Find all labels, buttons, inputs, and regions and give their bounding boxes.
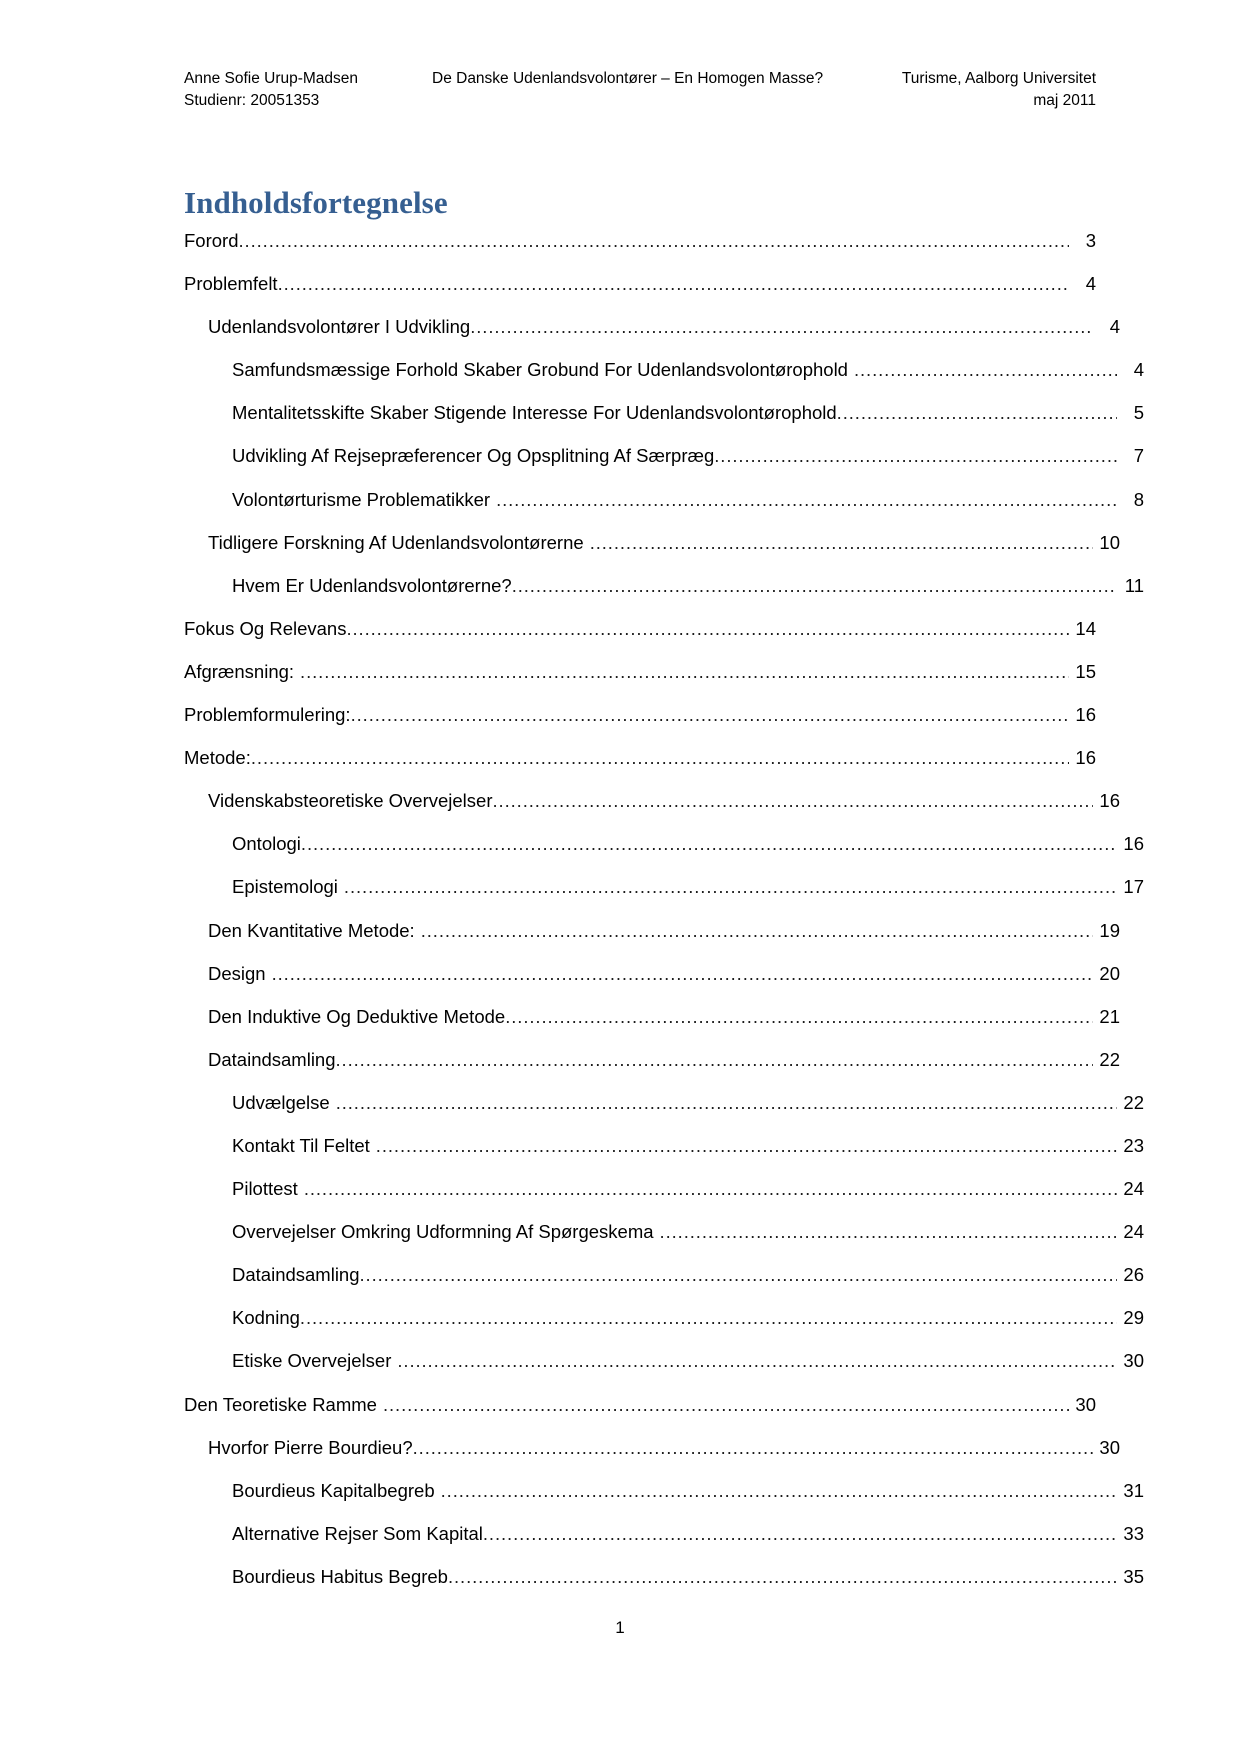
toc-entry[interactable]	[184, 792, 1120, 835]
toc-entry-label: Problemfelt	[184, 275, 278, 295]
toc-entry-label: Tidligere Forskning Af Udenlandsvolontørerne	[208, 533, 584, 553]
toc-entry[interactable]	[184, 922, 1120, 965]
toc-entry[interactable]	[184, 1439, 1120, 1482]
toc-entry-page-number: 30	[1075, 1395, 1096, 1415]
toc-entry-page-number: 14	[1075, 619, 1096, 639]
toc-entry-label: Bourdieus Kapitalbegreb	[232, 1481, 435, 1501]
toc-dot-leader	[590, 534, 1093, 553]
toc-entry-page-number: 22	[1123, 1093, 1144, 1113]
toc-entry-label: Volontørturisme Problematikker	[232, 490, 491, 510]
toc-entry[interactable]	[184, 1094, 1144, 1137]
toc-entry-page-number: 7	[1133, 447, 1144, 467]
toc-entry[interactable]	[184, 1266, 1144, 1309]
toc-entry-page-number: 11	[1124, 576, 1144, 596]
toc-entry-label: Pilottest	[232, 1180, 298, 1200]
toc-entry[interactable]	[184, 1525, 1144, 1568]
toc-entry-label: Alternative Rejser Som Kapital	[232, 1524, 483, 1544]
toc-entry-label: Mentalitetsskifte Skaber Stigende Interesse For Udenlandsvolontørophold	[232, 404, 837, 424]
header-student-number: Studienr: 20051353	[184, 92, 320, 110]
toc-entry-label: Den Teoretiske Ramme	[184, 1395, 377, 1415]
toc-dot-leader	[505, 1008, 1093, 1027]
toc-dot-leader	[300, 663, 1069, 682]
toc-entry[interactable]	[184, 878, 1144, 921]
toc-dot-leader	[470, 318, 1093, 337]
toc-entry[interactable]	[184, 1051, 1120, 1094]
toc-entry-label: Hvorfor Pierre Bourdieu?	[208, 1438, 413, 1458]
header-date: maj 2011	[1033, 92, 1096, 110]
running-header-line-2	[184, 90, 1096, 112]
toc-entry-page-number: 4	[1133, 361, 1144, 381]
toc-dot-leader	[714, 447, 1117, 466]
toc-entry[interactable]	[184, 491, 1144, 534]
toc-entry-page-number: 16	[1075, 749, 1096, 769]
toc-dot-leader	[351, 706, 1069, 725]
header-author: Anne Sofie Urup-Madsen	[184, 70, 359, 87]
toc-entry-label: Dataindsamling	[232, 1266, 360, 1286]
toc-entry-label: Problemformulering:	[184, 706, 351, 726]
toc-entry-label: Hvem Er Udenlandsvolontørerne?	[232, 576, 512, 596]
toc-entry-label: Bourdieus Habitus Begreb	[232, 1567, 448, 1587]
toc-entry[interactable]	[184, 1223, 1144, 1266]
toc-entry[interactable]	[184, 1568, 1144, 1611]
toc-dot-leader	[493, 792, 1094, 811]
toc-entry[interactable]	[184, 1396, 1096, 1439]
toc-entry[interactable]	[184, 404, 1144, 447]
toc-dot-leader	[397, 1352, 1117, 1371]
toc-dot-leader	[376, 1137, 1117, 1156]
toc-entry-label: Design	[208, 964, 266, 984]
page-footer: 1	[615, 1618, 625, 1637]
toc-dot-leader	[344, 878, 1117, 897]
toc-dot-leader	[441, 1482, 1117, 1501]
toc-entry-label: Ontologi	[232, 835, 301, 855]
toc-entry-label: Udvikling Af Rejsepræferencer Og Opsplitning Af Særpræg	[232, 447, 715, 467]
running-header-line-1	[184, 68, 1096, 90]
toc-dot-leader	[301, 835, 1117, 854]
toc-entry-label: Den Induktive Og Deduktive Metode	[208, 1007, 506, 1027]
toc-entry-page-number: 16	[1123, 835, 1144, 855]
toc-entry-page-number: 8	[1133, 490, 1144, 510]
toc-entry-page-number: 20	[1099, 964, 1120, 984]
toc-dot-leader	[346, 620, 1069, 639]
toc-entry-page-number: 16	[1099, 792, 1120, 812]
toc-dot-leader	[421, 922, 1093, 941]
toc-entry[interactable]	[184, 1309, 1144, 1352]
toc-entry-page-number: 31	[1123, 1481, 1144, 1501]
toc-dot-leader	[239, 232, 1070, 251]
toc-entry-page-number: 16	[1075, 706, 1096, 726]
toc-dot-leader	[483, 1525, 1117, 1544]
toc-entry[interactable]	[184, 835, 1144, 878]
toc-entry-label: Videnskabsteoretiske Overvejelser	[208, 792, 493, 812]
toc-entry-page-number: 24	[1123, 1223, 1144, 1243]
toc-entry[interactable]	[184, 1482, 1144, 1525]
toc-entry[interactable]	[184, 620, 1096, 663]
toc-entry-label: Udvælgelse	[232, 1093, 330, 1113]
toc-entry[interactable]	[184, 663, 1096, 706]
toc-entry-page-number: 19	[1099, 921, 1120, 941]
toc-entry[interactable]	[184, 275, 1096, 318]
toc-entry-page-number: 4	[1109, 318, 1120, 338]
toc-entry[interactable]	[184, 1180, 1144, 1223]
toc-entry-label: Etiske Overvejelser	[232, 1352, 392, 1372]
toc-entry-page-number: 4	[1085, 275, 1096, 295]
toc-dot-leader	[278, 275, 1069, 294]
toc-entry-page-number: 23	[1123, 1136, 1144, 1156]
toc-entry-label: Dataindsamling	[208, 1050, 336, 1070]
toc-entry[interactable]	[184, 1137, 1144, 1180]
toc-dot-leader	[336, 1051, 1093, 1070]
toc-entry[interactable]	[184, 232, 1096, 275]
toc-entry-page-number: 21	[1099, 1007, 1120, 1027]
toc-entry-page-number: 3	[1085, 232, 1096, 251]
toc-entry-label: Samfundsmæssige Forhold Skaber Grobund For Udenlandsvolontørophold	[232, 361, 848, 381]
toc-dot-leader	[272, 965, 1093, 984]
toc-entry[interactable]	[184, 706, 1096, 749]
running-header	[184, 68, 1096, 113]
toc-dot-leader	[512, 577, 1117, 596]
header-document-title: De Danske Udenlandsvolontører – En Homogen Masse?	[432, 70, 824, 87]
toc-entry-page-number: 5	[1133, 404, 1144, 424]
header-affiliation: Turisme, Aalborg Universitet	[901, 70, 1096, 87]
toc-entry-label: Afgrænsning:	[184, 662, 295, 682]
toc-entry-label: Den Kvantitative Metode:	[208, 921, 415, 941]
toc-dot-leader	[660, 1223, 1117, 1242]
toc-entry-page-number: 26	[1123, 1266, 1144, 1286]
toc-entry-label: Kodning	[232, 1309, 300, 1329]
toc-entry[interactable]	[184, 447, 1144, 490]
toc-dot-leader	[854, 361, 1117, 380]
toc-entry-page-number: 30	[1123, 1352, 1144, 1372]
toc-dot-leader	[300, 1309, 1117, 1328]
toc-dot-leader	[360, 1266, 1117, 1285]
toc-list	[184, 232, 1144, 1611]
toc-entry[interactable]	[184, 361, 1144, 404]
toc-heading: Indholdsfortegnelse	[184, 185, 448, 220]
toc-dot-leader	[837, 404, 1117, 423]
toc-entry-page-number: 29	[1123, 1309, 1144, 1329]
toc-entry-label: Forord	[184, 232, 239, 251]
toc-dot-leader	[383, 1396, 1069, 1415]
toc-entry-page-number: 35	[1123, 1567, 1144, 1587]
toc-entry-page-number: 22	[1099, 1050, 1120, 1070]
toc-entry-label: Kontakt Til Feltet	[232, 1136, 370, 1156]
toc-entry[interactable]	[184, 749, 1096, 792]
toc-entry[interactable]	[184, 318, 1120, 361]
toc-dot-leader	[304, 1180, 1117, 1199]
toc-entry[interactable]	[184, 965, 1120, 1008]
toc-entry-label: Metode:	[184, 749, 251, 769]
toc-entry-page-number: 33	[1123, 1524, 1144, 1544]
toc-entry-label: Overvejelser Omkring Udformning Af Spørgeskema	[232, 1223, 654, 1243]
toc-entry-label: Epistemologi	[232, 878, 338, 898]
toc-entry-page-number: 24	[1123, 1180, 1144, 1200]
toc-entry-page-number: 17	[1123, 878, 1144, 898]
toc-entry[interactable]	[184, 577, 1144, 620]
toc-entry[interactable]	[184, 534, 1120, 577]
toc-entry[interactable]	[184, 1352, 1144, 1395]
toc-entry-page-number: 15	[1075, 662, 1096, 682]
toc-dot-leader	[496, 491, 1117, 510]
toc-entry-label: Fokus Og Relevans	[184, 619, 347, 639]
toc-dot-leader	[251, 749, 1069, 768]
toc-entry-label: Udenlandsvolontører I Udvikling	[208, 318, 471, 338]
toc-entry[interactable]	[184, 1008, 1120, 1051]
toc-dot-leader	[448, 1568, 1117, 1587]
toc-dot-leader	[336, 1094, 1117, 1113]
toc-entry-page-number: 10	[1099, 533, 1120, 553]
toc-dot-leader	[413, 1439, 1093, 1458]
toc-entry-page-number: 30	[1099, 1438, 1120, 1458]
